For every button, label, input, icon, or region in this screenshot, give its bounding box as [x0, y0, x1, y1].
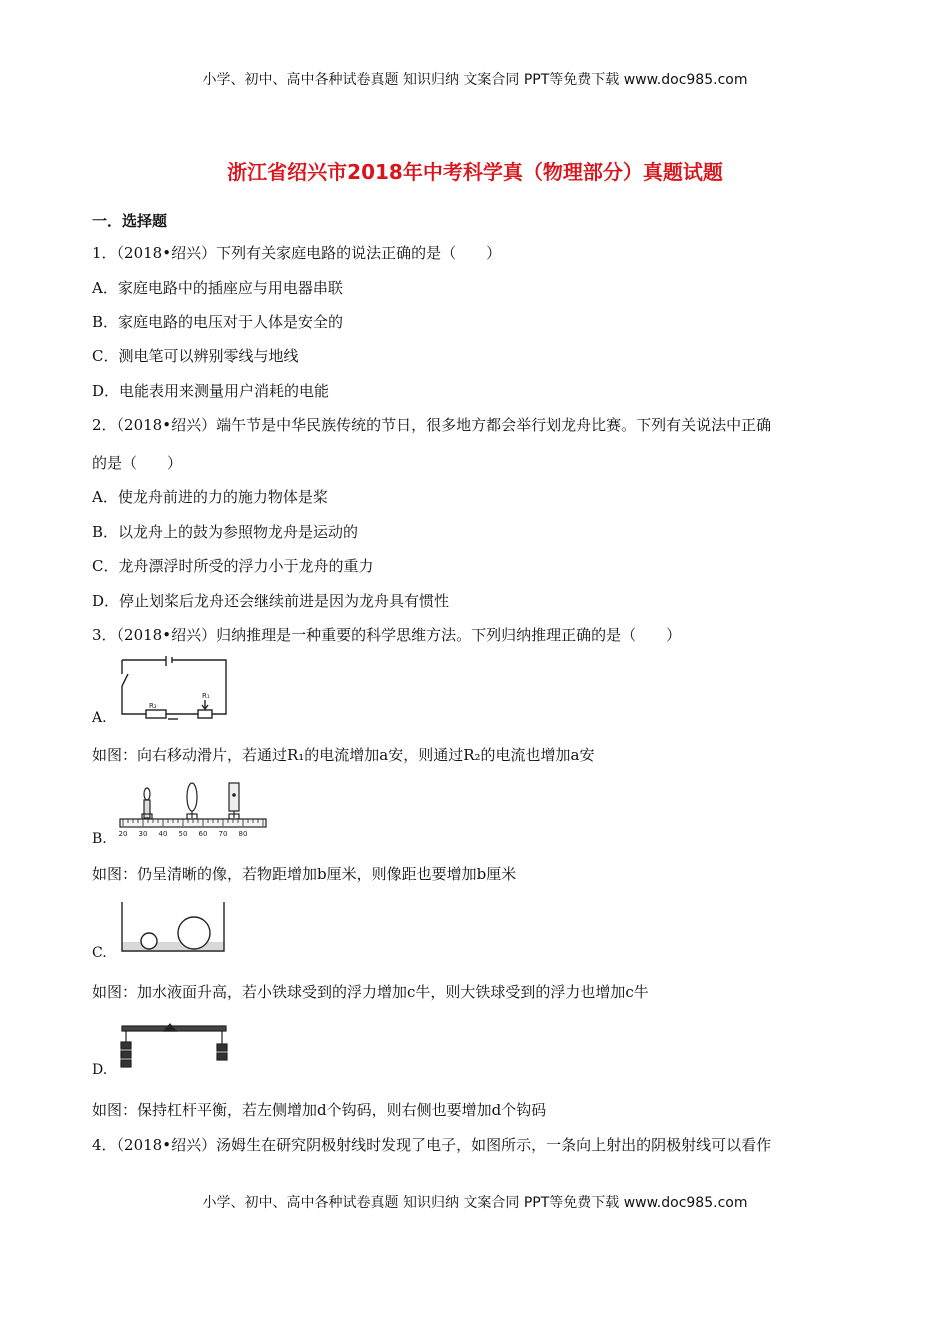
tick-label: 20 [118, 830, 128, 838]
tick-label: 50 [178, 830, 188, 838]
q1-option-a: A．家庭电路中的插座应与用电器串联 [92, 279, 343, 297]
q2-option-c: C．龙舟漂浮时所受的浮力小于龙舟的重力 [92, 557, 374, 575]
lever-diagram [118, 1020, 230, 1072]
q2-option-b: B．以龙舟上的鼓为参照物龙舟是运动的 [92, 523, 359, 541]
q1-option-d: D．电能表用来测量用户消耗的电能 [92, 382, 330, 400]
optical-bench-diagram [118, 777, 268, 839]
q3-option-a-label: A. [92, 710, 107, 726]
beaker-diagram [118, 900, 230, 956]
document-title: 浙江省绍兴市2018年中考科学真（物理部分）真题试题 [227, 160, 723, 184]
r1-label: R₁ [202, 692, 210, 700]
q3-caption-c: 如图：加水液面升高，若小铁球受到的浮力增加c牛，则大铁球受到的浮力也增加c牛 [92, 983, 649, 1001]
q4-stem: 4．（2018•绍兴）汤姆生在研究阴极射线时发现了电子，如图所示，一条向上射出的阴极射线可以看作 [92, 1136, 772, 1154]
q1-stem: 1．（2018•绍兴）下列有关家庭电路的说法正确的是（ ） [92, 244, 502, 262]
tick-label: 30 [138, 830, 148, 838]
q3-option-c-label: C. [92, 945, 107, 961]
q2-option-d: D．停止划桨后龙舟还会继续前进是因为龙舟具有惯性 [92, 592, 450, 610]
q1-option-c: C．测电笔可以辨别零线与地线 [92, 347, 299, 365]
q3-caption-a: 如图：向右移动滑片，若通过R₁的电流增加a安，则通过R₂的电流也增加a安 [92, 746, 595, 764]
r2-label: R₂ [149, 702, 157, 710]
page-header: 小学、初中、高中各种试卷真题 知识归纳 文案合同 PPT等免费下载 www.doc985.com [202, 72, 748, 88]
q3-option-b-label: B. [92, 831, 107, 847]
page-footer: 小学、初中、高中各种试卷真题 知识归纳 文案合同 PPT等免费下载 www.doc985.com [202, 1195, 748, 1211]
tick-label: 70 [218, 830, 228, 838]
q3-stem: 3．（2018•绍兴）归纳推理是一种重要的科学思维方法。下列归纳推理正确的是（ ） [92, 626, 682, 644]
q2-option-a: A．使龙舟前进的力的施力物体是桨 [92, 488, 328, 506]
tick-label: 40 [158, 830, 168, 838]
q2-stem-line2: 的是（ ） [92, 454, 183, 472]
section-heading: 一．选择题 [92, 212, 168, 230]
tick-label: 80 [238, 830, 248, 838]
q3-option-d-label: D. [92, 1062, 108, 1078]
q3-caption-d: 如图：保持杠杆平衡，若左侧增加d个钩码，则右侧也要增加d个钩码 [92, 1101, 547, 1119]
tick-label: 60 [198, 830, 208, 838]
q3-caption-b: 如图：仍呈清晰的像，若物距增加b厘米，则像距也要增加b厘米 [92, 865, 517, 883]
q2-stem-line1: 2．（2018•绍兴）端午节是中华民族传统的节日，很多地方都会举行划龙舟比赛。下列有关说法中正确 [92, 416, 772, 434]
q1-option-b: B．家庭电路的电压对于人体是安全的 [92, 313, 344, 331]
circuit-diagram [118, 656, 230, 720]
